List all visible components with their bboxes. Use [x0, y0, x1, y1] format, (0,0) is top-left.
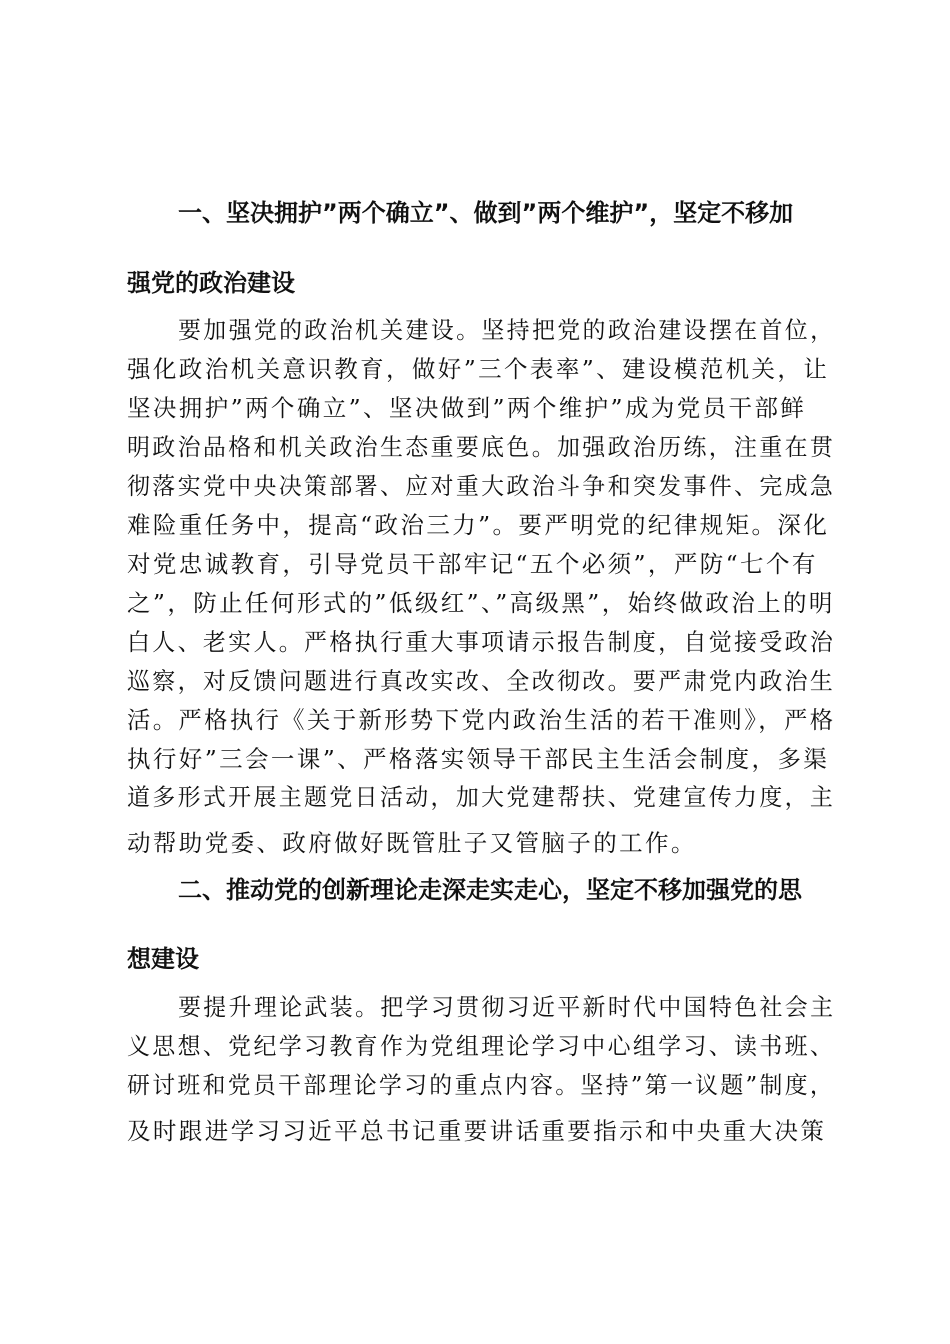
section-1-paragraph-line: 要加强党的政治机关建设。坚持把党的政治建设摆在首位， [178, 316, 836, 344]
section-2-paragraph-line: 义思想、党纪学习教育作为党组理论学习中心组学习、读书班、 [127, 1032, 836, 1060]
section-1-paragraph-line: 白人、老实人。严格执行重大事项请示报告制度，自觉接受政治 [127, 628, 836, 656]
section-1-paragraph-line: 活。严格执行《关于新形势下党内政治生活的若干准则》，严格 [127, 706, 836, 734]
section-2-paragraph-line: 及时跟进学习习近平总书记重要讲话重要指示和中央重大决策 [127, 1117, 827, 1145]
section-1-paragraph-line: 执行好”三会一课”、严格落实领导干部民主生活会制度，多渠 [127, 745, 830, 773]
section-1-heading-line-1: 一、坚决拥护”两个确立”、做到”两个维护”，坚定不移加 [178, 199, 794, 227]
section-2-heading-line-1: 二、推动党的创新理论走深走实走心，坚定不移加强党的思 [178, 876, 802, 904]
section-2-paragraph-line: 要提升理论武装。把学习贯彻习近平新时代中国特色社会主 [178, 993, 836, 1021]
section-1-paragraph-line: 巡察，对反馈问题进行真改实改、全改彻改。要严肃党内政治生 [127, 667, 836, 695]
section-1-paragraph-line: 之”，防止任何形式的”低级红”、”高级黑”，始终做政治上的明 [127, 589, 835, 617]
section-1-paragraph-line: 道多形式开展主题党日活动，加大党建帮扶、党建宣传力度，主 [127, 783, 836, 811]
section-1-paragraph-line: 强化政治机关意识教育，做好”三个表率”、建设模范机关，让 [127, 355, 830, 383]
section-2-paragraph-line: 研讨班和党员干部理论学习的重点内容。坚持”第一议题”制度， [127, 1071, 836, 1099]
section-1-heading-line-2: 强党的政治建设 [127, 269, 295, 297]
section-1-paragraph-line: 对党忠诚教育，引导党员干部牢记“五个必须”，严防“七个有 [127, 550, 818, 578]
section-1-paragraph-line: 难险重任务中，提高“政治三力”。要严明党的纪律规矩。深化 [127, 511, 830, 539]
section-1-paragraph-line: 坚决拥护”两个确立”、坚决做到”两个维护”成为党员干部鲜 [127, 394, 807, 422]
section-1-paragraph-line: 明政治品格和机关政治生态重要底色。加强政治历练，注重在贯 [127, 433, 836, 461]
section-1-paragraph-line: 动帮助党委、政府做好既管肚子又管脑子的工作。 [127, 829, 697, 857]
section-1-paragraph-line: 彻落实党中央决策部署、应对重大政治斗争和突发事件、完成急 [127, 472, 836, 500]
section-2-heading-line-2: 想建设 [127, 945, 199, 973]
